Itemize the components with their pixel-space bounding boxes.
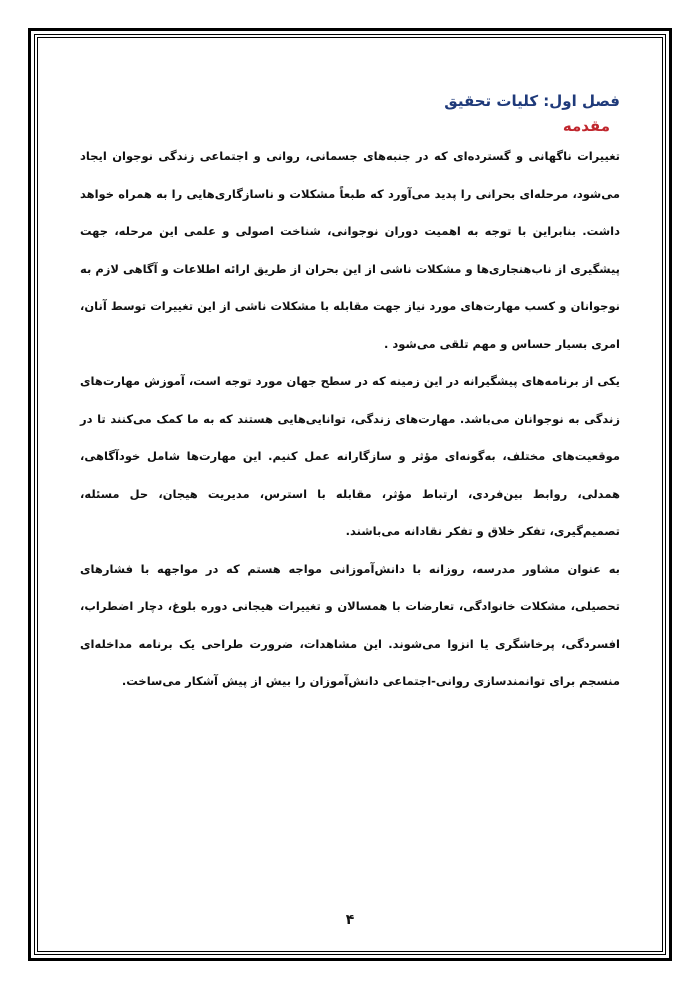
paragraph-1: تغییرات ناگهانی و گسترده‌ای که در جنبه‌های جسمانی، روانی و اجتماعی زندگی نوجوان ایجاد می‌شود، مرحله‌ای بحرانی را پدید می‌آورد که طبعاً مشکلات و ناسازگاری‌هایی را به همراه خواهد داشت. بنابراین با توجه به اهمیت دوران نوجوانی، شناخت اصولی و علمی این مرحله، جهت پیشگیری از ناب‌هنجاری‌ها و مشکلات ناشی از این بحران از طریق ارائه اطلاعات و آگاهی لازم به نوجوانان و کسب مهارت‌های مورد نیاز جهت مقابله با مشکلات ناشی از این تغییرات توسط آنان، امری بسیار حساس و مهم تلقی می‌شود .	[80, 149, 620, 351]
paragraph-2: یکی از برنامه‌های پیشگیرانه در این زمینه که در سطح جهان مورد توجه است، آموزش مهارت‌های زندگی به نوجوانان می‌باشد. مهارت‌های زندگی، توانایی‌هایی هستند که به ما کمک می‌کنند تا در موقعیت‌های مختلف، به‌گونه‌ای مؤثر و سازگارانه عمل کنیم. این مهارت‌ها شامل خودآگاهی، همدلی، روابط بین‌فردی، ارتباط مؤثر، مقابله با استرس، مدیریت هیجان، حل مسئله، تصمیم‌گیری، تفکر خلاق و تفکر نقادانه می‌باشند.	[80, 374, 620, 538]
page-content	[80, 88, 620, 701]
page-number: ۴	[345, 912, 355, 928]
section-title: مقدمه	[562, 117, 610, 135]
chapter-title: فصل اول: کلیات تحقیق	[444, 92, 620, 110]
paragraph-3: به عنوان مشاور مدرسه، روزانه با دانش‌آموزانی مواجه هستم که در مواجهه با فشارهای تحصیلی، مشکلات خانوادگی، تعارضات با همسالان و تغییرات هیجانی دوره بلوغ، دچار اضطراب، افسردگی، پرخاشگری یا انزوا می‌شوند. این مشاهدات، ضرورت طراحی یک برنامه مداخله‌ای منسجم برای توانمندسازی روانی-اجتماعی دانش‌آموزان را بیش از پیش آشکار می‌ساخت.	[80, 561, 620, 688]
